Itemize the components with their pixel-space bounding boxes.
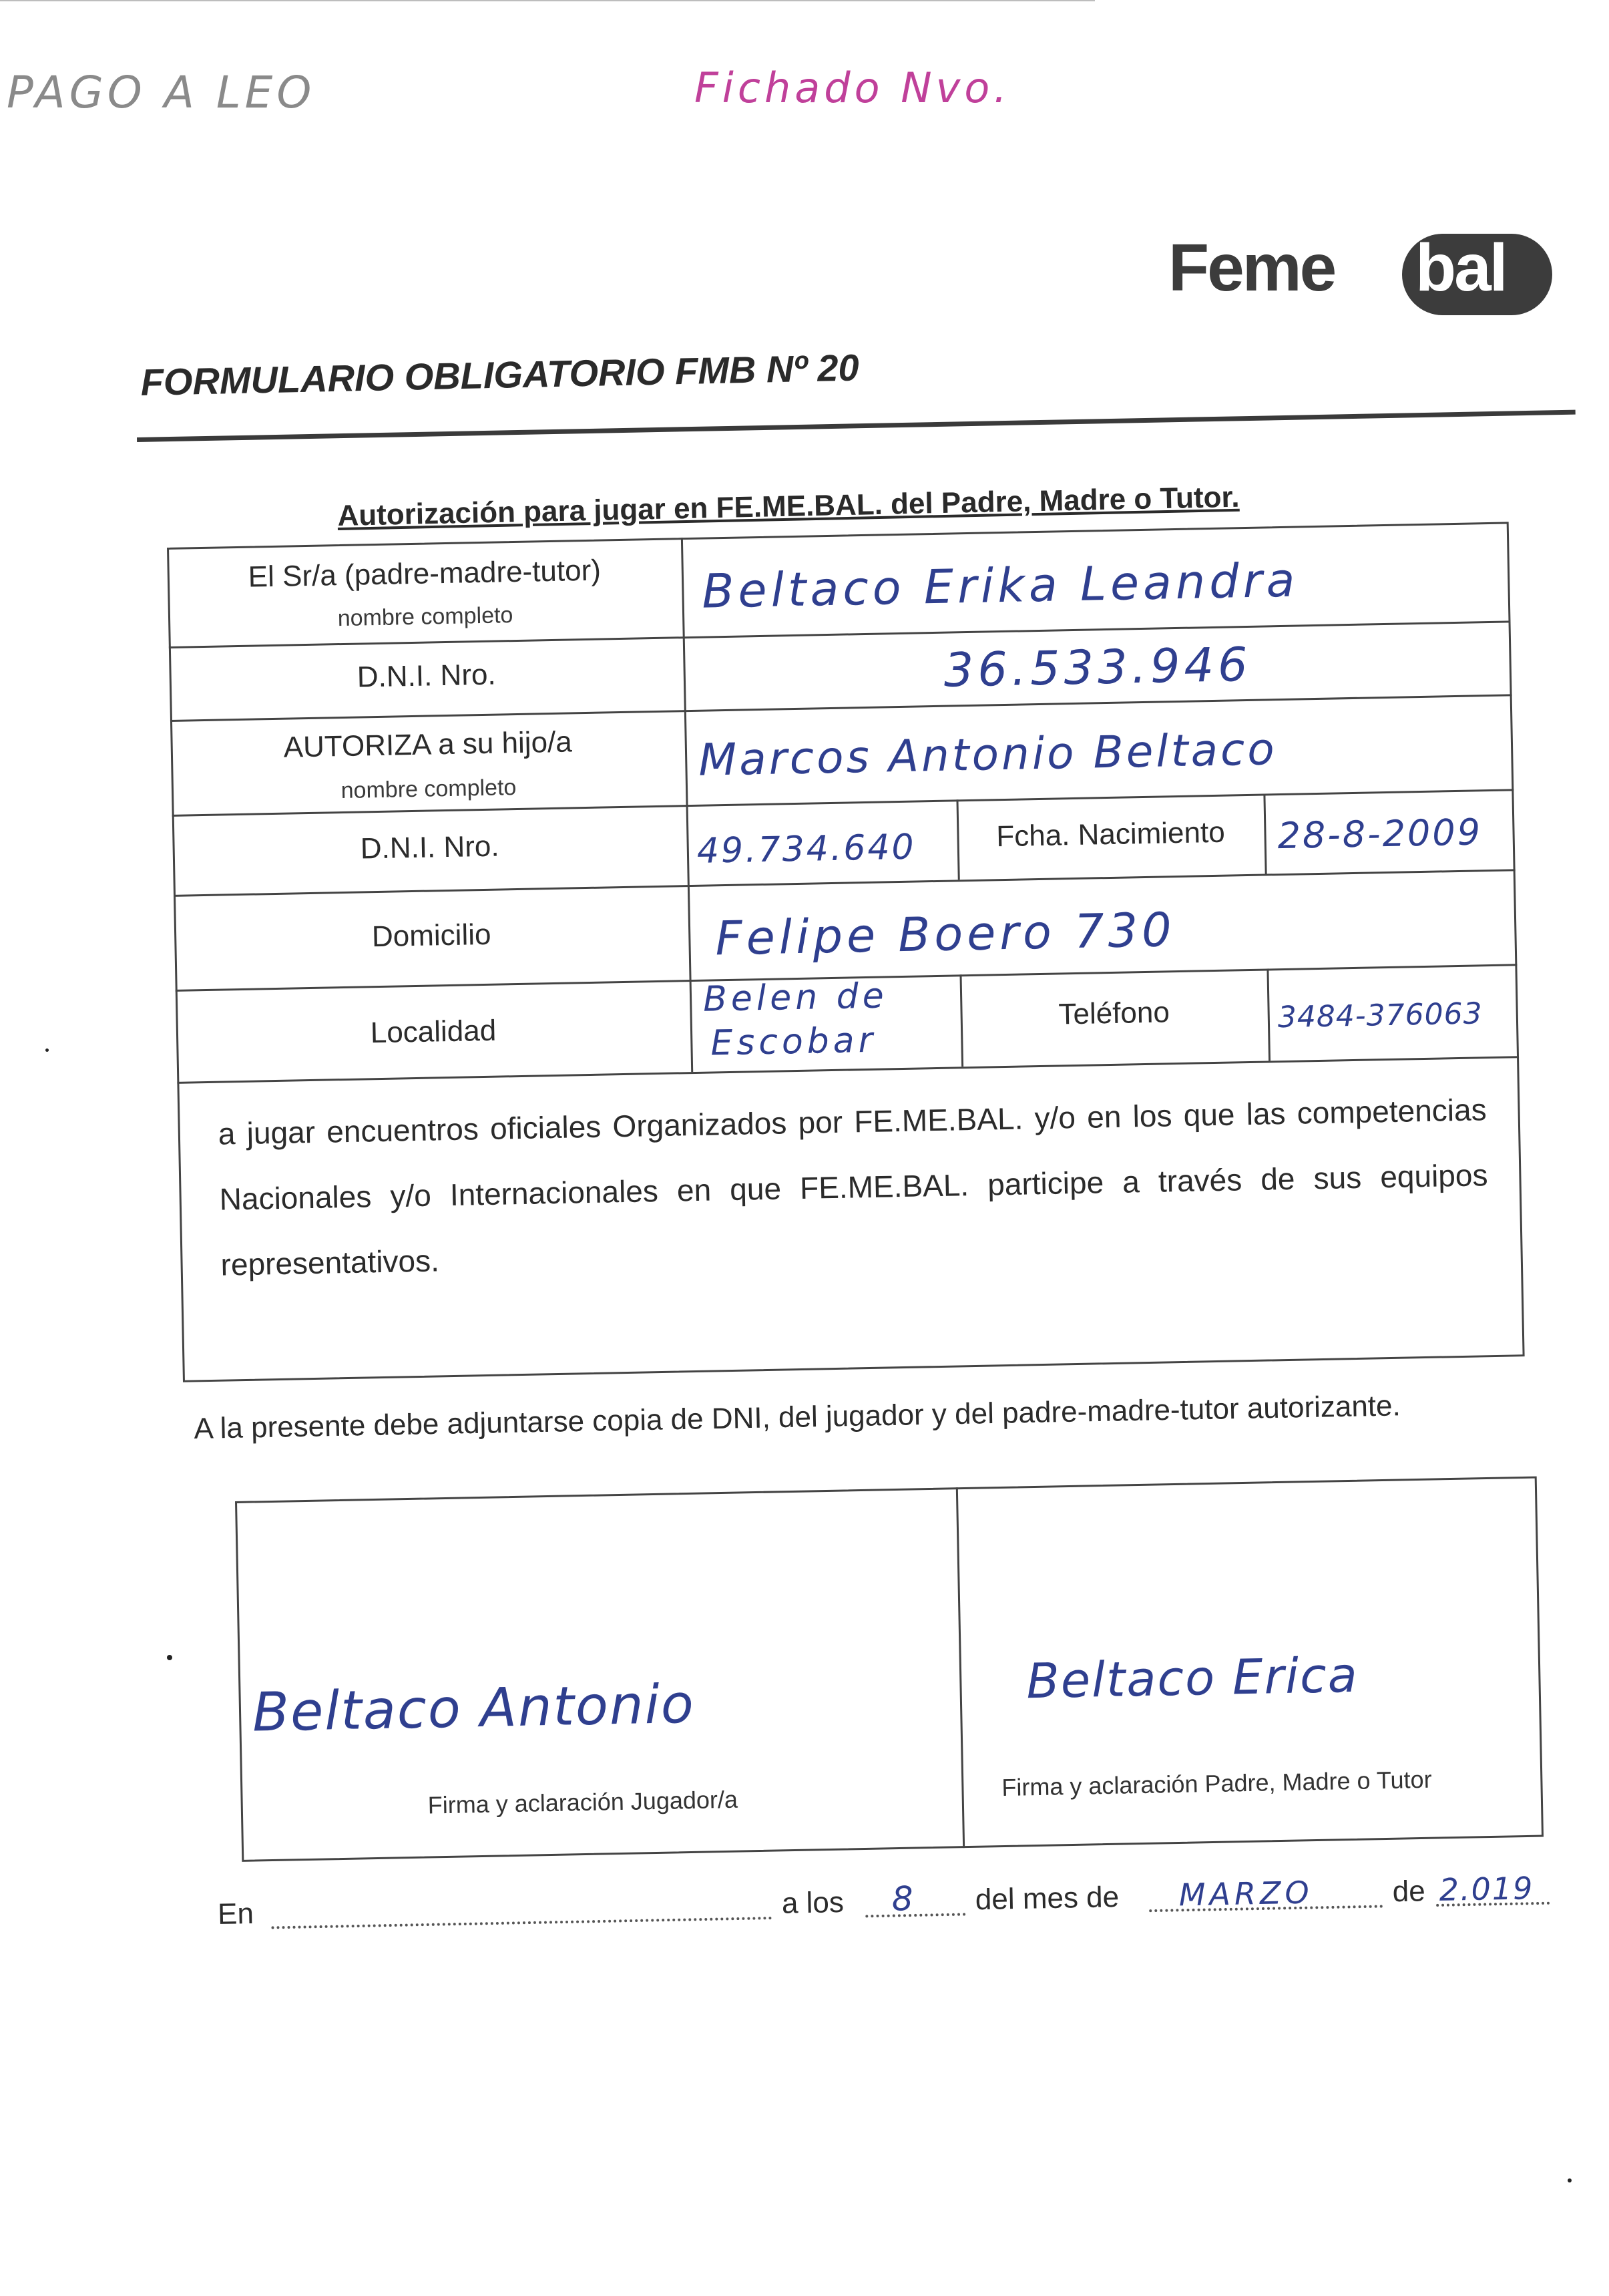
form-subtitle: Autorización para jugar en FE.ME.BAL. del Padre, Madre o Tutor. bbox=[337, 480, 1240, 532]
authorization-table bbox=[167, 522, 1525, 1382]
child-dni-value: 49.734.640 bbox=[696, 827, 917, 872]
child-dni-label: D.N.I. Nro. bbox=[360, 829, 500, 866]
date-a-los-label: a los bbox=[781, 1885, 845, 1920]
annotation-registered: Fichado Nvo. bbox=[694, 63, 1011, 112]
attachment-note: A la presente debe adjuntarse copia de DNI, del jugador y del padre-madre-tutor autorizante. bbox=[194, 1389, 1401, 1445]
femebal-logo bbox=[1168, 220, 1556, 321]
locality-value-line2: Escobar bbox=[710, 1020, 877, 1064]
date-mes-label: del mes de bbox=[975, 1881, 1120, 1917]
authorization-text: a jugar encuentros oficiales Organizados por FE.ME.BAL. y/o en los que las competencias Nacionales y/o Internacionales en que FE.ME.BAL. participe a través de sus equipos representativos. bbox=[218, 1092, 1488, 1282]
logo-badge-text: bal bbox=[1415, 230, 1506, 305]
phone-label: Teléfono bbox=[1058, 996, 1170, 1031]
date-de-label: de bbox=[1392, 1875, 1426, 1909]
parent-signature: Beltaco Erica bbox=[1025, 1646, 1359, 1710]
title-rule bbox=[137, 410, 1576, 442]
logo-text: Feme bbox=[1168, 230, 1335, 305]
child-sublabel: nombre completo bbox=[340, 775, 517, 804]
parent-signature-caption: Firma y aclaración Padre, Madre o Tutor bbox=[1001, 1765, 1432, 1802]
child-label: AUTORIZA a su hijo/a bbox=[283, 725, 573, 764]
scan-edge-line bbox=[0, 0, 1095, 1]
annotation-payment: PAGO A LEO bbox=[7, 67, 316, 118]
player-signature: Beltaco Antonio bbox=[252, 1672, 696, 1744]
parent-label: El Sr/a (padre-madre-tutor) bbox=[248, 554, 602, 594]
date-line bbox=[217, 1851, 1553, 1937]
address-value: Felipe Boero 730 bbox=[714, 902, 1176, 966]
parent-name-value: Beltaco Erika Leandra bbox=[701, 552, 1300, 619]
place-dotted-line bbox=[271, 1917, 772, 1929]
scan-speck bbox=[45, 1048, 49, 1052]
player-signature-caption: Firma y aclaración Jugador/a bbox=[427, 1785, 738, 1819]
scan-speck bbox=[167, 1655, 172, 1660]
date-en-label: En bbox=[217, 1897, 254, 1931]
date-day-value: 8 bbox=[891, 1879, 918, 1919]
birth-date-value: 28-8-2009 bbox=[1277, 811, 1483, 857]
locality-value-line1: Belen de bbox=[702, 976, 889, 1020]
form-title: FORMULARIO OBLIGATORIO FMB Nº 20 bbox=[140, 346, 860, 403]
child-name-value: Marcos Antonio Beltaco bbox=[698, 723, 1278, 786]
address-label: Domicilio bbox=[371, 918, 491, 954]
locality-label: Localidad bbox=[370, 1014, 497, 1050]
phone-value: 3484-376063 bbox=[1277, 996, 1483, 1035]
parent-sublabel: nombre completo bbox=[337, 602, 513, 632]
date-year-value: 2.019 bbox=[1439, 1870, 1534, 1908]
signature-table bbox=[235, 1477, 1544, 1862]
birth-date-label: Fcha. Nacimiento bbox=[995, 815, 1226, 853]
scan-speck bbox=[1568, 2178, 1572, 2182]
date-month-value: MARZO bbox=[1178, 1874, 1314, 1913]
parent-dni-value: 36.533.946 bbox=[943, 636, 1252, 698]
parent-dni-label: D.N.I. Nro. bbox=[357, 658, 497, 694]
